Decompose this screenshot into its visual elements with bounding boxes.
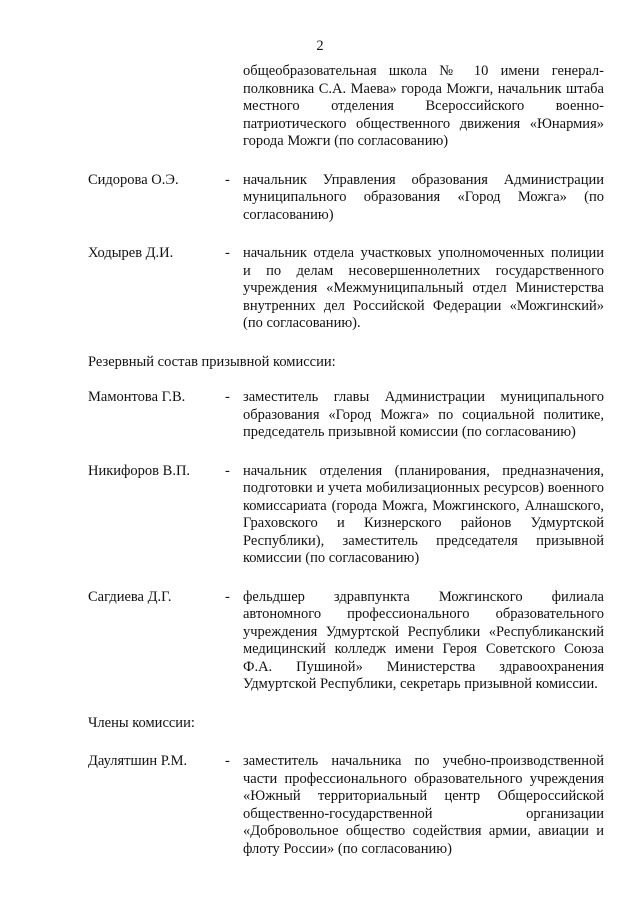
member-name: Сидорова О.Э. — [88, 171, 179, 188]
member-row-sagdieva — [88, 589, 604, 694]
member-role: заместитель начальника по учебно-производственной части профессионального образовательного учреждения «Южный территориальный центр Общероссийской общественно-государственной организации «Добровольное общество содействия армии, авиации и флоту России» (по согласованию) — [243, 753, 604, 857]
member-row-sidorova — [88, 172, 604, 225]
member-role: фельдшер здравпункта Можгинского филиала автономного профессионального образовательного учреждения Удмуртской Республики «Республиканский медицинский колледж имени Героя Советского Союза Ф.А. Пушиной» Министерства здравоохранения Удмуртской Республики, секретарь призывной комиссии. — [243, 588, 604, 692]
member-role: начальник Управления образования Администрации муниципального образования «Город Можга» (по согласованию) — [243, 171, 604, 223]
member-row-daulyatshin — [88, 753, 604, 858]
reserve-heading: Резервный состав призывной комиссии: — [88, 353, 336, 370]
member-role: начальник отдела участковых уполномоченных полиции и по делам несовершеннолетних государственного учреждения «Межмуниципальный отдел Министерства внутренних дел Российской Федерации «Можгинский» (по согласованию). — [243, 245, 604, 331]
continuation-paragraph: общеобразовательная школа № 10 имени генерал-полковника С.А. Маева» города Можги, начальник штаба местного отделения Всероссийского военно-патриотического общественного движения «Юнармия» города Можги (по согласованию) — [243, 63, 604, 149]
member-dash: - — [225, 753, 230, 769]
member-dash: - — [225, 588, 230, 605]
members-heading: Члены комиссии: — [88, 714, 195, 731]
member-role: начальник отделения (планирования, предназначения, подготовки и учета мобилизационных ресурсов) военного комиссариата (города Можга, Можгинского, Алнашского, Граховского и Кизнерского районов Удмуртской Республики), заместитель председателя призывной комиссии (по согласованию) — [243, 462, 604, 566]
member-row-nikiforov — [88, 463, 604, 568]
member-dash: - — [225, 389, 230, 405]
member-role: заместитель главы Администрации муниципального образования «Город Можга» по социальной политике, председатель призывной комиссии (по согласованию) — [243, 389, 604, 440]
member-name: Никифоров В.П. — [88, 462, 191, 479]
document-body — [88, 63, 604, 858]
member-dash: - — [225, 171, 230, 188]
member-name: Даулятшин Р.М. — [88, 753, 188, 769]
member-row-khodyrev — [88, 245, 604, 333]
member-name: Сагдиева Д.Г. — [88, 588, 172, 605]
member-name: Мамонтова Г.В. — [88, 389, 186, 405]
member-dash: - — [225, 245, 230, 261]
page-number: 2 — [316, 38, 324, 54]
member-name: Ходырев Д.И. — [88, 245, 174, 261]
member-row-mamontova — [88, 389, 604, 442]
member-dash: - — [225, 462, 230, 479]
